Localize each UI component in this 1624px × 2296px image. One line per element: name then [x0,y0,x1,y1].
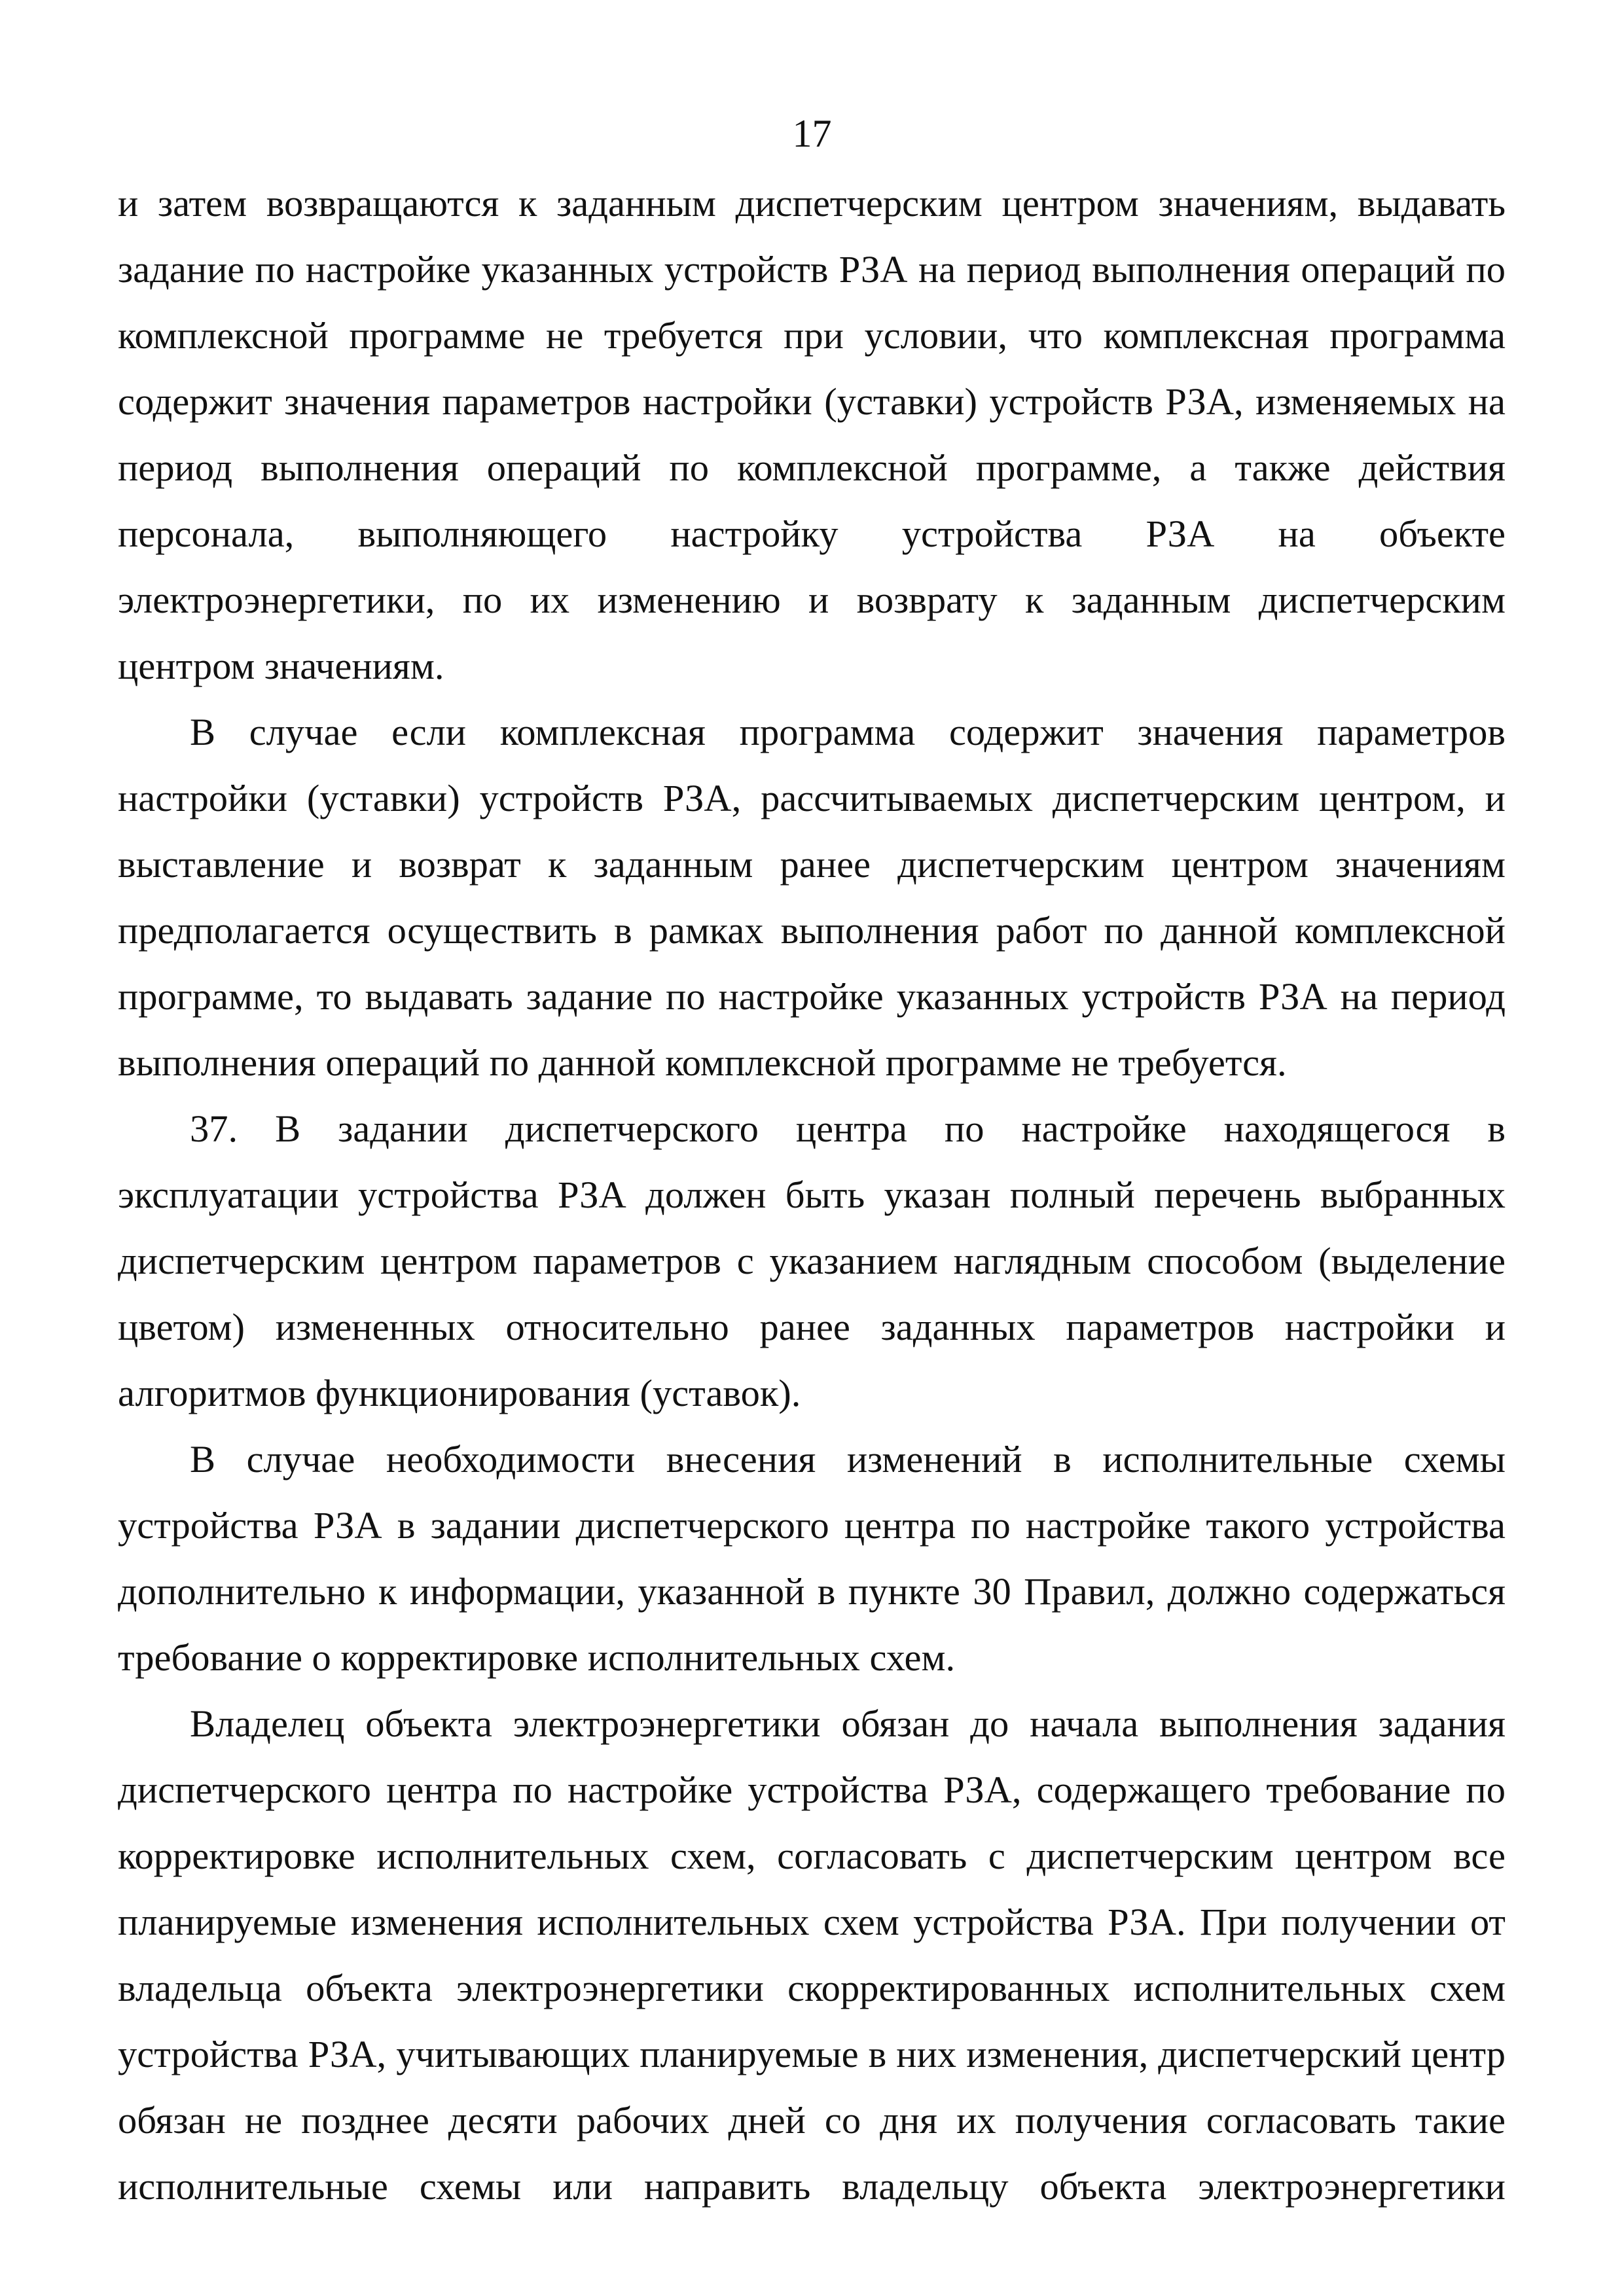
paragraph-complex-program-settings: В случае если комплексная программа содержит значения параметров настройки (уставки) устройств РЗА, рассчитываемых диспетчерским центром, и выставление и возврат к заданным ранее диспетчерским центром значениям предполагается осуществить в рамках выполнения работ по данной комплексной программе, то выдавать задание по настройке указанных устройств РЗА на период выполнения операций по данной комплексной программе не требуется. [118,711,1506,1084]
document-body [118,170,1506,2219]
paragraph-owner-obligations: Владелец объекта электроэнергетики обязан до начала выполнения задания диспетчерского центра по настройке устройства РЗА, содержащего требование по корректировке исполнительных схем, согласовать с диспетчерским центром все планируемые изменения исполнительных схем устройства РЗА. При получении от владельца объекта электроэнергетики скорректированных исполнительных схем устройства РЗА, учитывающих планируемые в них изменения, диспетчерский центр обязан не позднее десяти рабочих дней со дня их получения согласовать такие исполнительные схемы или направить владельцу объекта электроэнергетики [118,1702,1506,2208]
page-number: 17 [792,112,832,155]
paragraph-continuation: и затем возвращаются к заданным диспетчерским центром значениям, выдавать задание по настройке указанных устройств РЗА на период выполнения операций по комплексной программе не требуется при условии, что комплексная программа содержит значения параметров настройки (уставки) устройств РЗА, изменяемых на период выполнения операций по комплексной программе, а также действия персонала, выполняющего настройку устройства РЗА на объекте электроэнергетики, по их изменению и возврату к заданным диспетчерским центром значениям. [118,182,1506,687]
paragraph-schema-changes: В случае необходимости внесения изменений в исполнительные схемы устройства РЗА в задании диспетчерского центра по настройке такого устройства дополнительно к информации, указанной в пункте 30 Правил, должно содержаться требование о корректировке исполнительных схем. [118,1438,1506,1679]
paragraph-item-37: 37. В задании диспетчерского центра по настройке находящегося в эксплуатации устройства РЗА должен быть указан полный перечень выбранных диспетчерским центром параметров с указанием наглядным способом (выделение цветом) измененных относительно ранее заданных параметров настройки и алгоритмов функционирования (уставок). [118,1107,1506,1414]
